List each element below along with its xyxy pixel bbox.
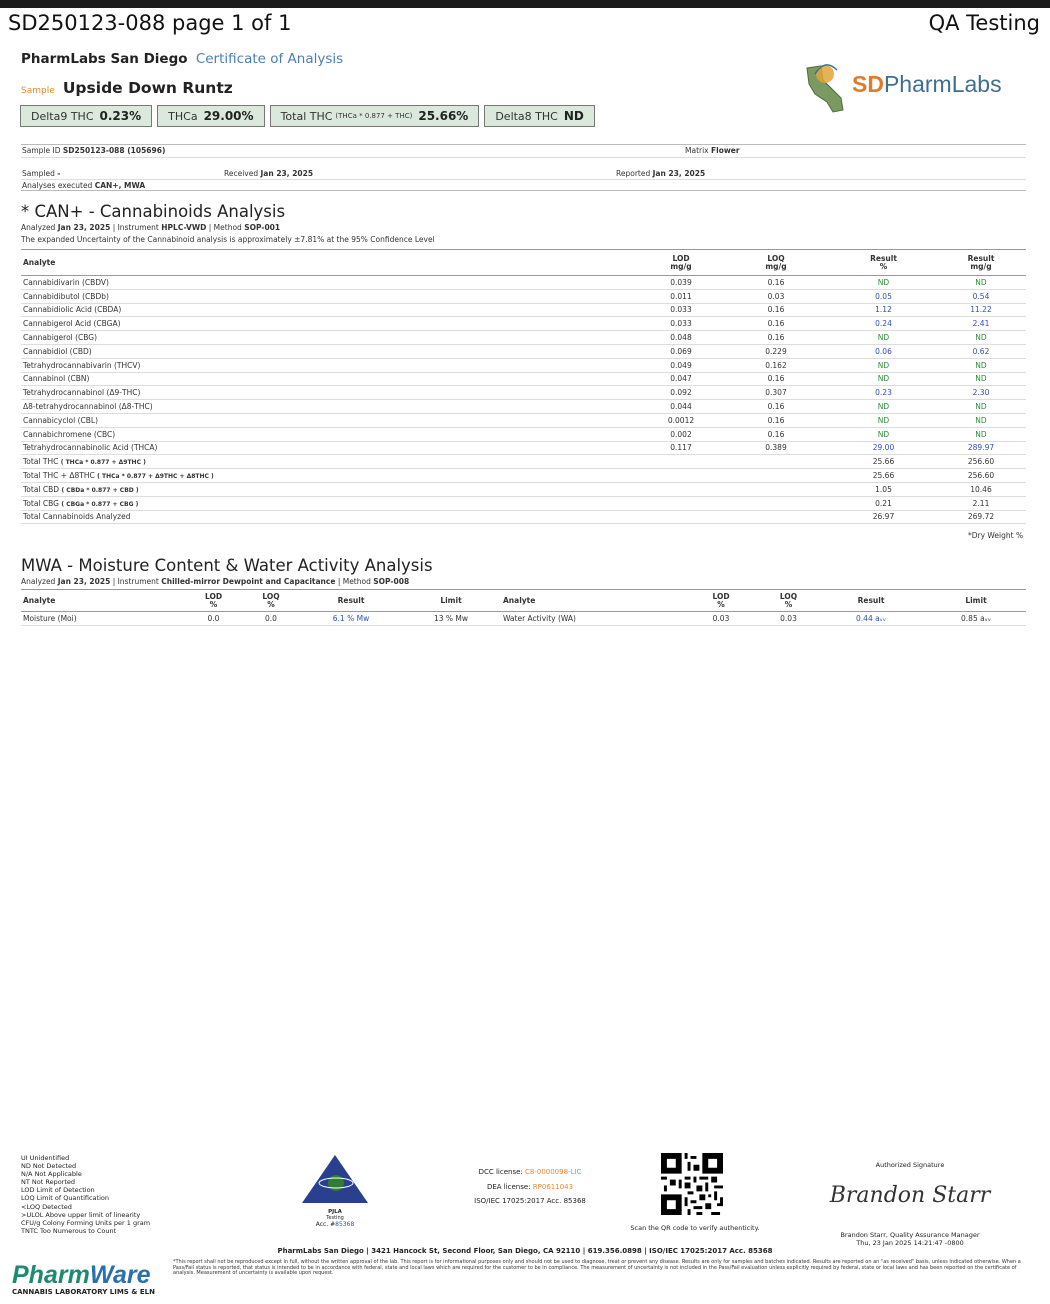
badge-total-thc: Total THC (THCa * 0.877 + THC) 25.66%	[270, 105, 480, 127]
table-row: Cannabigerol (CBG) 0.048 0.16 ND ND	[21, 331, 1026, 345]
cannabinoid-table	[21, 249, 1026, 524]
potency-badges	[20, 105, 595, 127]
total-row: Total THC + Δ8THC ( THCa * 0.877 + Δ9THC + Δ8THC ) 25.66 256.60	[21, 469, 1026, 483]
total-row: Total CBG ( CBGa * 0.877 + CBG ) 0.21 2.11	[21, 496, 1026, 510]
analyses-executed: Analyses executed CAN+, MWA	[22, 181, 146, 190]
table-header-row: Analyte LOD % LOQ % Result Limit Analyte LOD % LOQ % Result Limit	[21, 590, 1026, 612]
matrix: Matrix Flower	[685, 146, 740, 155]
badge-thca: THCa 29.00%	[157, 105, 264, 127]
coa-page	[0, 8, 1050, 1304]
california-map-icon	[797, 54, 857, 118]
sampled: Sampled -	[22, 169, 61, 178]
pjla-acc-number: Acc. #85368	[315, 1221, 355, 1228]
pharmware-logo: PharmWare CANNABIS LABORATORY LIMS & ELN	[12, 1261, 155, 1296]
handwritten-signature: Brandon Starr	[829, 1183, 991, 1208]
table-row: Cannabinol (CBN) 0.047 0.16 ND ND	[21, 372, 1026, 386]
sample-id: Sample ID SD250123-088 (105696)	[22, 146, 166, 155]
lab-name: PharmLabs San Diego	[21, 51, 188, 67]
can-section-title: * CAN+ - Cannabinoids Analysis	[21, 202, 286, 221]
table-row: Cannabicyclol (CBL) 0.0012 0.16 ND ND	[21, 413, 1026, 427]
pjla-accreditation: PJLA Testing Acc. #85368	[300, 1153, 370, 1233]
received: Received Jan 23, 2025	[224, 169, 314, 178]
table-row: Cannabidiolic Acid (CBDA) 0.033 0.16 1.12 11.22	[21, 303, 1026, 317]
table-row: Cannabidibutol (CBDb) 0.011 0.03 0.05 0.54	[21, 289, 1026, 303]
mwa-section-title: MWA - Moisture Content & Water Activity Analysis	[21, 556, 433, 575]
total-row: Total CBD ( CBDa * 0.877 + CBD ) 1.05 10.46	[21, 482, 1026, 496]
lab-address: PharmLabs San Diego | 3421 Hancock St, Second Floor, San Diego, CA 92110 | 619.356.0898 | ISO/IEC 17025:2017 Acc. 85368	[277, 1247, 773, 1255]
licenses: DCC license: C8-0000098-LIC DEA license: RP0611043 ISO/IEC 17025:2017 Acc. 85368	[474, 1168, 586, 1205]
total-row: Total Cannabinoids Analyzed 26.97 269.72	[21, 510, 1026, 524]
badge-delta9-thc: Delta9 THC 0.23%	[20, 105, 152, 127]
sdpharmlabs-logo	[797, 54, 1027, 118]
document-reference: SD250123-088 page 1 of 1	[8, 11, 292, 35]
moisture-table	[21, 589, 1026, 626]
table-row: Cannabichromene (CBC) 0.002 0.16 ND ND	[21, 427, 1026, 441]
table-row: Moisture (Moi) 0.0 0.0 6.1 % Mw 13 % Mw Water Activity (WA) 0.03 0.03 0.44 aᵥᵥ 0.85 aᵥᵥ	[21, 612, 1026, 626]
logo-text: SDPharmLabs	[852, 71, 1002, 97]
verification-qr-code[interactable]	[661, 1153, 723, 1215]
sample-title	[21, 78, 233, 97]
total-row: Total THC ( THCa * 0.877 + Δ9THC ) 25.66 256.60	[21, 455, 1026, 469]
sample-name: Upside Down Runtz	[62, 79, 233, 97]
reported: Reported Jan 23, 2025	[616, 169, 706, 178]
disclaimer: *This report shall not be reproduced except in full, without the written approval of the lab. This report is for informational purposes only and should not be used to diagnose, treat or prevent any disease. Results are only for samples and batches indicated. Results are reported on an "as received" basis, unless indicated otherwise. When a Pass/Fail status is reported, that status is intended to be in accordance with federal, state and local laws which are required for the customer to be in compliance. The measurement of uncertainty is not included in the Pass/Fail evaluation unless explicitly required by federal, state or local laws and has been reported on the certificate of analysis. Measurement of uncertainty is available upon request.	[173, 1259, 1021, 1276]
table-row: Δ8-tetrahydrocannabinol (Δ8-THC) 0.044 0.16 ND ND	[21, 400, 1026, 414]
table-row: Tetrahydrocannabivarin (THCV) 0.049 0.162 ND ND	[21, 358, 1026, 372]
dry-weight-note: *Dry Weight %	[968, 531, 1024, 540]
qr-code-icon	[661, 1153, 723, 1215]
signature-title: Authorized Signature	[875, 1161, 945, 1169]
table-row: Cannabigerol Acid (CBGA) 0.033 0.16 0.24 2.41	[21, 317, 1026, 331]
table-row: Cannabidivarin (CBDV) 0.039 0.16 ND ND	[21, 276, 1026, 290]
table-row: Tetrahydrocannabinolic Acid (THCA) 0.117 0.389 29.00 289.97	[21, 441, 1026, 455]
sample-label: Sample	[21, 86, 55, 96]
pjla-logo-icon	[300, 1153, 370, 1205]
lab-title	[21, 51, 343, 67]
mwa-meta: Analyzed Jan 23, 2025 | Instrument Chilled-mirror Dewpoint and Capacitance | Method SOP-008	[21, 577, 410, 586]
qr-caption: Scan the QR code to verify authenticity.	[630, 1224, 760, 1232]
abbreviation-legend: UI Unidentified ND Not Detected N/A Not Applicable NT Not Reported LOD Limit of Detection LOQ Limit of Quantification <LOQ Detected >ULOL Above upper limit of linearity CFU/g Colony Forming Units per 1 gram TNTC Too Numerous to Count	[21, 1154, 151, 1235]
can-uncertainty: The expanded Uncertainty of the Cannabinoid analysis is approximately ±7.81% at the 95% Confidence Level	[21, 235, 435, 244]
can-meta: Analyzed Jan 23, 2025 | Instrument HPLC-VWD | Method SOP-001	[21, 223, 281, 232]
qa-testing-label: QA Testing	[928, 11, 1040, 35]
badge-delta8-thc: Delta8 THC ND	[484, 105, 595, 127]
coa-title: Certificate of Analysis	[195, 51, 344, 67]
table-row: Cannabidiol (CBD) 0.069 0.229 0.06 0.62	[21, 344, 1026, 358]
table-header-row: Analyte LOD mg/g LOQ mg/g Result % Result mg/g	[21, 250, 1026, 276]
table-row: Tetrahydrocannabinol (Δ9-THC) 0.092 0.307 0.23 2.30	[21, 386, 1026, 400]
signer: Brandon Starr, Quality Assurance Manager Thu, 23 Jan 2025 14:21:47 -0800	[840, 1231, 980, 1247]
